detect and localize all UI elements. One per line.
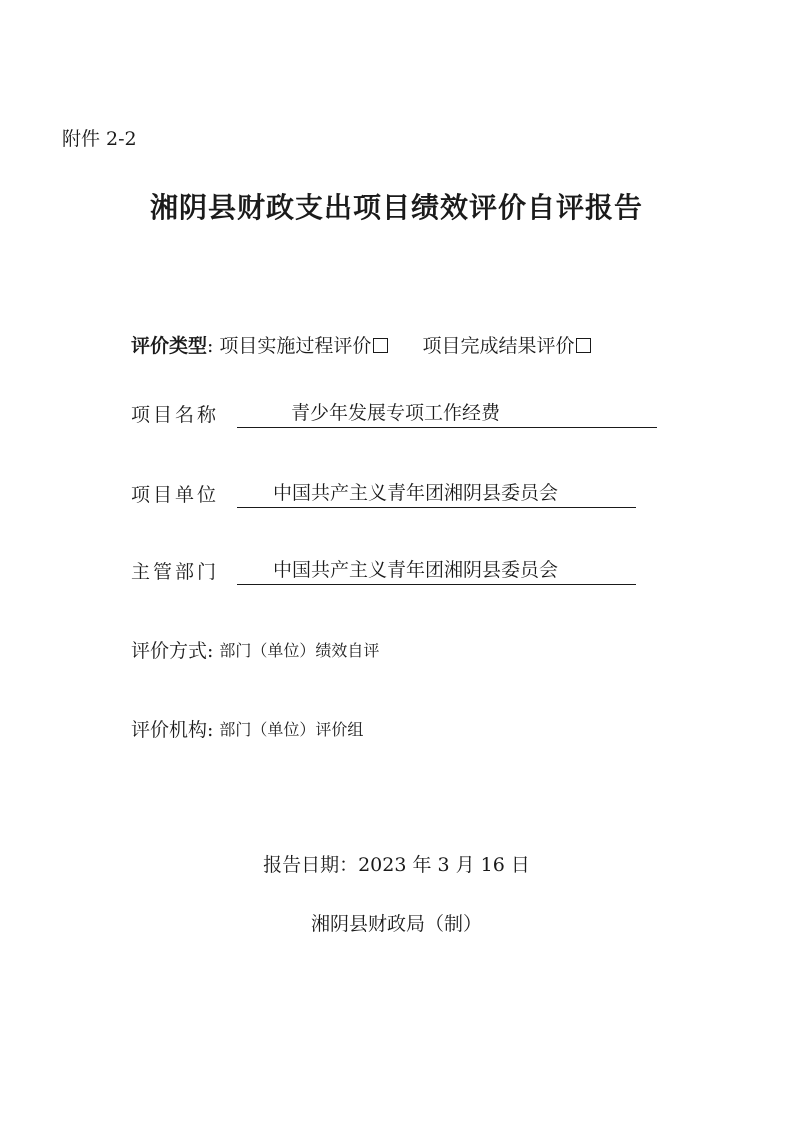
project-unit-value: 中国共产主义青年团湘阴县委员会 bbox=[273, 482, 559, 504]
option-process-evaluation[interactable] bbox=[219, 333, 388, 359]
option-result-evaluation[interactable] bbox=[422, 333, 591, 359]
project-name-value: 青少年发展专项工作经费 bbox=[291, 402, 501, 424]
supervising-dept-row bbox=[131, 557, 636, 585]
evaluation-method-value: 部门（单位）绩效自评 bbox=[219, 641, 380, 660]
evaluation-agency-row bbox=[131, 715, 363, 743]
project-unit-field bbox=[237, 480, 636, 508]
supervising-dept-value: 中国共产主义青年团湘阴县委员会 bbox=[273, 559, 559, 581]
report-title: 湘阴县财政支出项目绩效评价自评报告 bbox=[149, 191, 643, 224]
evaluation-agency-label: 评价机构: bbox=[131, 719, 214, 741]
project-name-label: 项目名称 bbox=[131, 404, 220, 426]
evaluation-type-label: 评价类型 bbox=[131, 335, 208, 357]
checkbox-icon[interactable] bbox=[373, 338, 388, 353]
project-unit-row bbox=[131, 480, 636, 508]
evaluation-agency-value: 部门（单位）评价组 bbox=[219, 720, 364, 739]
evaluation-method-label: 评价方式: bbox=[131, 640, 214, 662]
evaluation-type-colon: : bbox=[207, 335, 214, 357]
project-unit-label: 项目单位 bbox=[131, 484, 220, 506]
supervising-dept-field bbox=[237, 557, 636, 585]
supervising-dept-label: 主管部门 bbox=[131, 561, 220, 583]
issuer: 湘阴县财政局（制） bbox=[310, 913, 482, 935]
attachment-number: 附件 2-2 bbox=[62, 128, 137, 150]
option-result-label: 项目完成结果评价 bbox=[422, 335, 575, 357]
option-process-label: 项目实施过程评价 bbox=[219, 335, 372, 357]
project-name-field bbox=[237, 400, 657, 428]
project-name-row bbox=[131, 400, 657, 428]
evaluation-method-row bbox=[131, 636, 379, 664]
report-date: 报告日期：2023 年 3 月 16 日 bbox=[263, 854, 530, 876]
evaluation-type-row bbox=[131, 331, 591, 359]
checkbox-icon[interactable] bbox=[576, 338, 591, 353]
